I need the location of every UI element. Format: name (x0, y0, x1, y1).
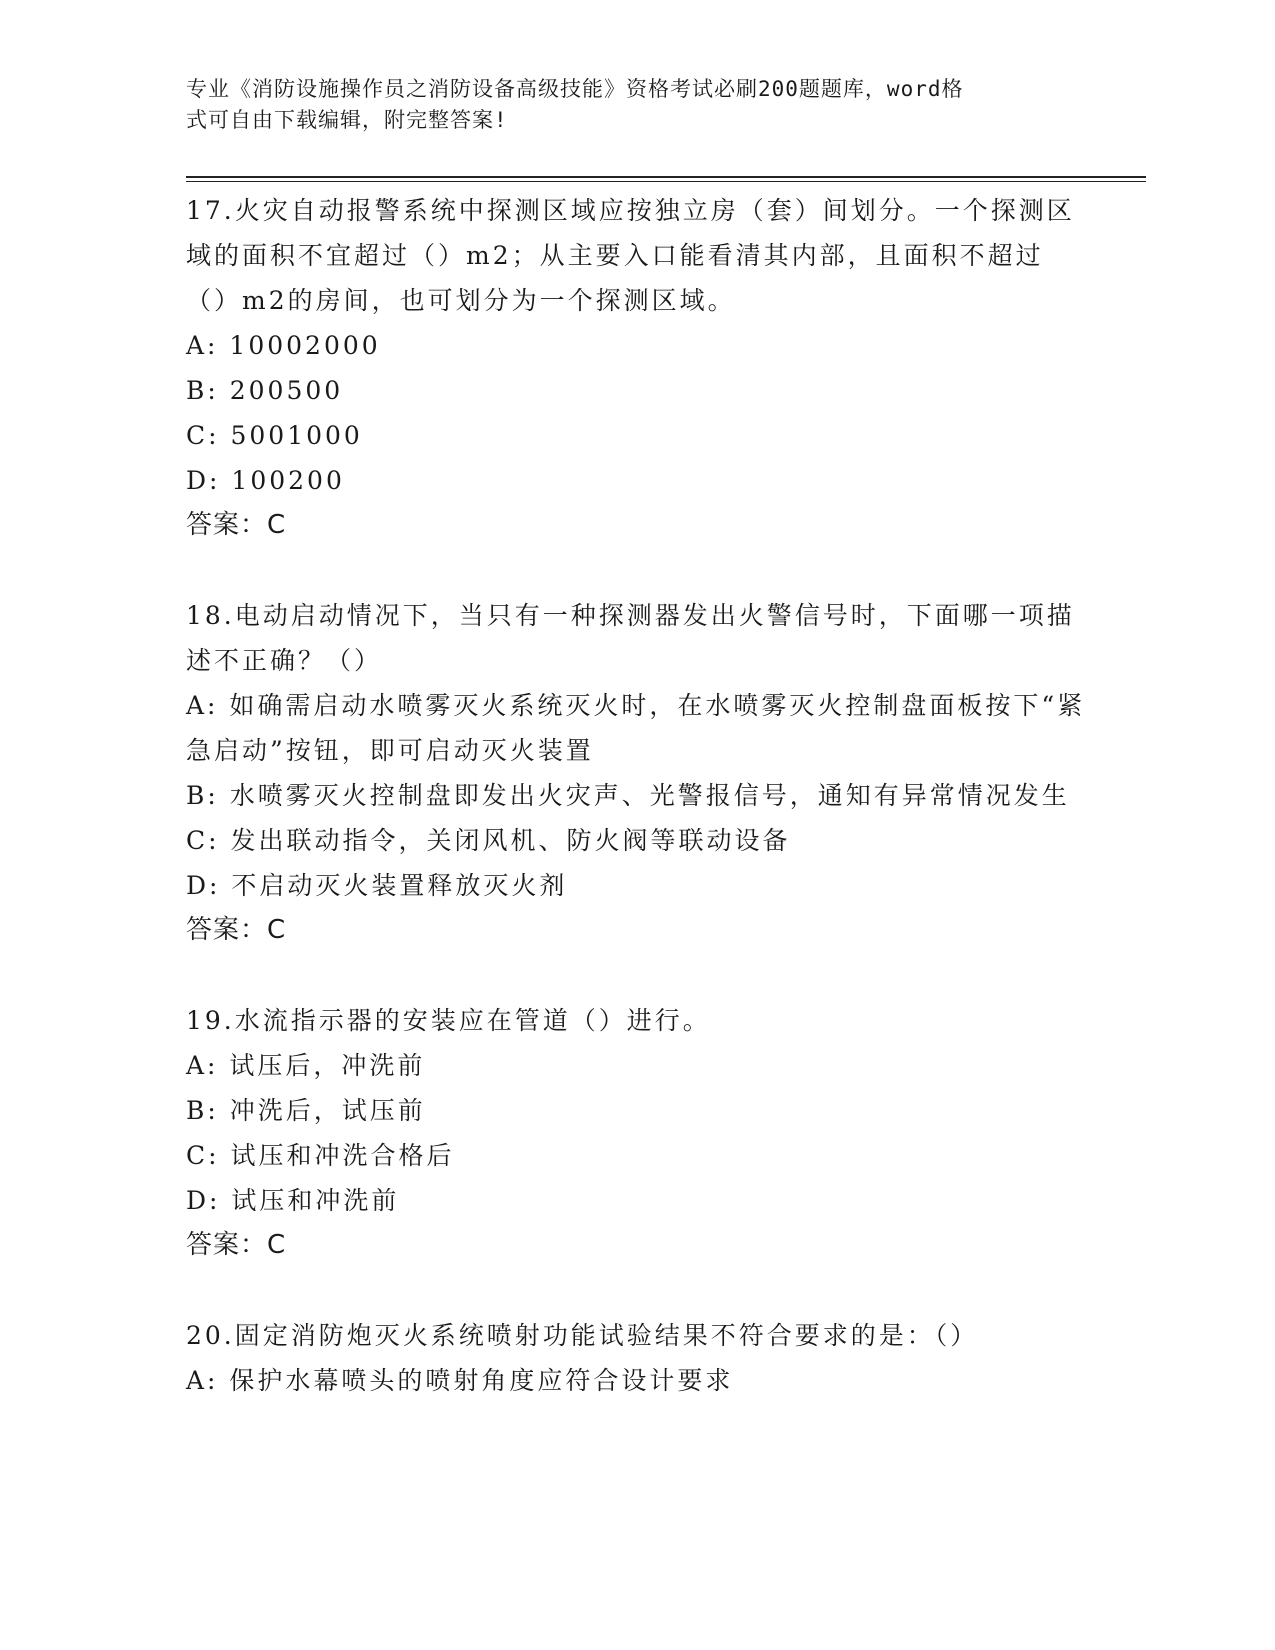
question-20 (186, 1313, 1086, 1403)
option-b: B: 水喷雾灭火控制盘即发出火灾声、光警报信号，通知有异常情况发生 (186, 781, 1070, 810)
option-c: C: 发出联动指令，关闭风机、防火阀等联动设备 (186, 826, 791, 855)
document-header (186, 74, 1066, 136)
option-a: A: 10002000 (186, 331, 381, 360)
question-list (186, 188, 1086, 1448)
option-a: A: 保护水幕喷头的喷射角度应符合设计要求 (186, 1366, 734, 1395)
question-stem: 17.火灾自动报警系统中探测区域应按独立房（套）间划分。一个探测区域的面积不宜超过（）m2；从主要入口能看清其内部，且面积不超过（）m2的房间，也可划分为一个探测区域。 (186, 196, 1075, 315)
option-c: C: 试压和冲洗合格后 (186, 1141, 455, 1170)
answer: 答案：C (186, 915, 287, 945)
question-stem: 20.固定消防炮灭火系统喷射功能试验结果不符合要求的是：（） (186, 1321, 979, 1350)
option-d: D: 100200 (186, 466, 345, 495)
answer: 答案：C (186, 1230, 287, 1260)
header-line-2: 式可自由下载编辑，附完整答案! (186, 108, 508, 132)
option-a: A: 如确需启动水喷雾灭火系统灭火时，在水喷雾灭火控制盘面板按下“紧急启动”按钮，即可启动灭火装置 (186, 691, 1086, 765)
header-divider-thin (186, 181, 1146, 182)
question-18 (186, 593, 1086, 953)
question-stem: 19.水流指示器的安装应在管道（）进行。 (186, 1006, 711, 1035)
answer: 答案：C (186, 510, 287, 540)
option-d: D: 试压和冲洗前 (186, 1186, 400, 1215)
option-b: B: 200500 (186, 376, 344, 405)
option-b: B: 冲洗后，试压前 (186, 1096, 426, 1125)
question-17 (186, 188, 1086, 548)
option-a: A: 试压后，冲洗前 (186, 1051, 426, 1080)
option-c: C: 5001000 (186, 421, 363, 450)
option-d: D: 不启动灭火装置释放灭火剂 (186, 871, 568, 900)
question-19 (186, 998, 1086, 1268)
question-stem: 18.电动启动情况下，当只有一种探测器发出火警信号时，下面哪一项描述不正确？（） (186, 601, 1075, 675)
header-line-1: 专业《消防设施操作员之消防设备高级技能》资格考试必刷200题题库，word格 (186, 77, 964, 101)
header-divider-thick (186, 176, 1146, 178)
